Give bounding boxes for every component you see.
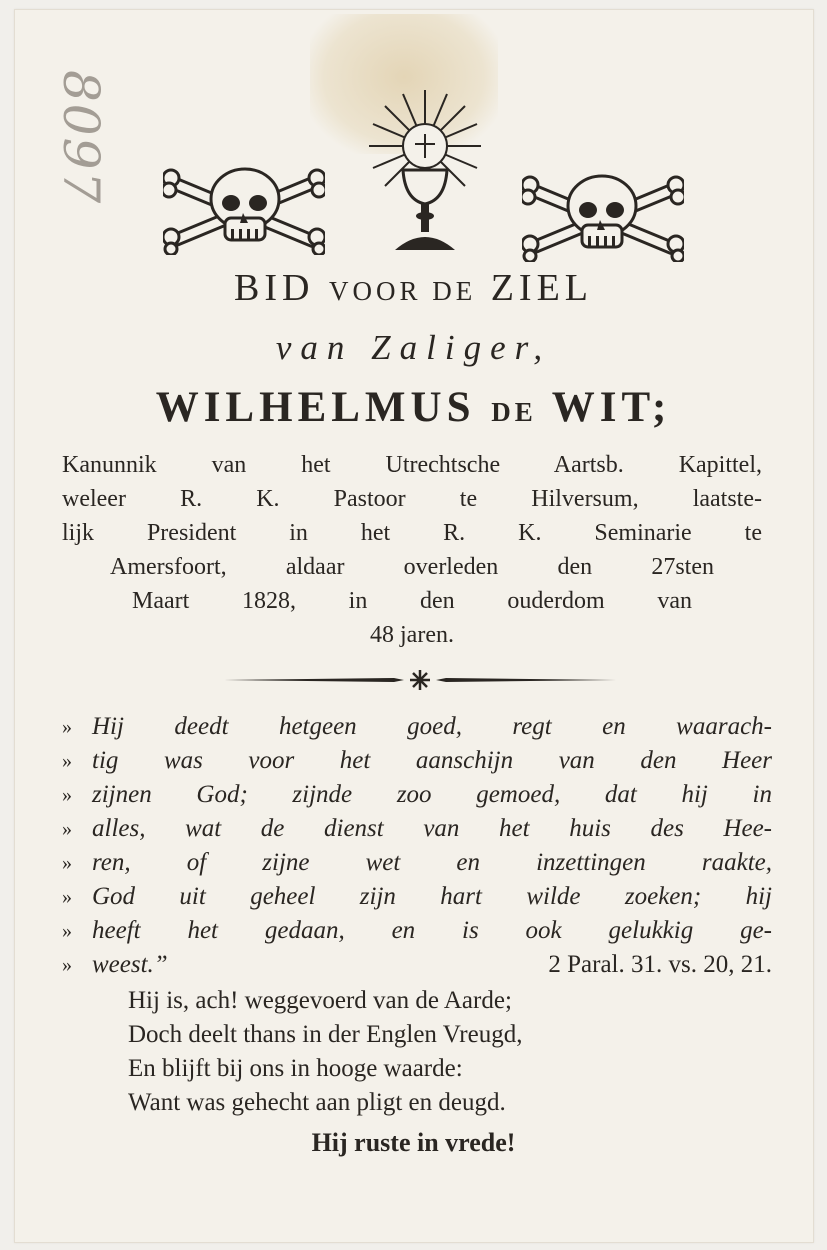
quote-marker: » — [62, 784, 72, 806]
ornamental-divider — [224, 666, 616, 694]
biography-line: Maart 1828, in den ouderdom van — [132, 588, 692, 614]
deceased-name — [0, 383, 827, 432]
chalice-icon — [365, 88, 485, 254]
poem-line: Hij is, ach! weggevoerd van de Aarde; — [128, 987, 512, 1014]
quote-line — [62, 710, 772, 744]
quote-line-text: alles, wat de dienst van het huis des Hee- — [92, 815, 772, 842]
heading-word-bid: BID — [234, 267, 315, 309]
scripture-quote — [62, 710, 772, 982]
quote-marker: » — [62, 954, 72, 976]
biography-line: Kanunnik van het Utrechtsche Aartsb. Kapittel, — [62, 452, 762, 478]
heading-van-zaliger: van Zaliger, — [275, 328, 552, 367]
skull-crossbones-left-icon — [163, 163, 325, 255]
scripture-reference: 2 Paral. 31. vs. 20, 21. — [548, 951, 772, 978]
name-last: WIT; — [551, 384, 672, 431]
poem-line: Doch deelt thans in der Englen Vreugd, — [128, 1021, 523, 1048]
quote-line-text: heeft het gedaan, en is ook gelukkig ge- — [92, 917, 772, 944]
quote-line — [62, 744, 772, 778]
quote-marker: » — [62, 852, 72, 874]
quote-line — [62, 914, 772, 948]
heading-pray-for-soul — [0, 266, 827, 310]
quote-marker: » — [62, 818, 72, 840]
memorial-poem — [128, 984, 708, 1120]
name-particle: DE — [491, 397, 537, 427]
quote-line-text: Hij deedt hetgeen goed, regt en waarach- — [92, 713, 772, 740]
quote-line — [62, 812, 772, 846]
quote-line — [62, 880, 772, 914]
quote-line-text: tig was voor het aanschijn van den Heer — [92, 747, 772, 774]
quote-marker: » — [62, 920, 72, 942]
heading-word-ziel: ZIEL — [490, 267, 593, 309]
quote-line-text: God uit geheel zijn hart wilde zoeken; hij — [92, 883, 772, 910]
quote-line — [62, 948, 772, 982]
quote-line — [62, 846, 772, 880]
biography — [62, 448, 762, 652]
poem-line: Want was gehecht aan pligt en deugd. — [128, 1089, 506, 1116]
skull-crossbones-right-icon — [522, 170, 684, 262]
closing-line: Hij ruste in vrede! — [311, 1128, 516, 1157]
handwritten-number: 8097 — [52, 70, 110, 206]
quote-line-text: zijnen God; zijnde zoo gemoed, dat hij in — [92, 781, 772, 808]
quote-line-text: weest.” — [92, 951, 168, 978]
biography-line: 48 jaren. — [370, 622, 454, 648]
name-first: WILHELMUS — [155, 384, 476, 431]
quote-marker: » — [62, 716, 72, 738]
quote-line — [62, 778, 772, 812]
poem-line: En blijft bij ons in hooge waarde: — [128, 1055, 463, 1082]
heading-words-voor-de: VOOR DE — [328, 276, 477, 306]
biography-line: lijk President in het R. K. Seminarie te — [62, 520, 762, 546]
biography-line: Amersfoort, aldaar overleden den 27sten — [110, 554, 714, 580]
quote-marker: » — [62, 750, 72, 772]
biography-line: weleer R. K. Pastoor te Hilversum, laatste- — [62, 486, 762, 512]
quote-marker: » — [62, 886, 72, 908]
quote-line-text: ren, of zijne wet en inzettingen raakte, — [92, 849, 772, 876]
